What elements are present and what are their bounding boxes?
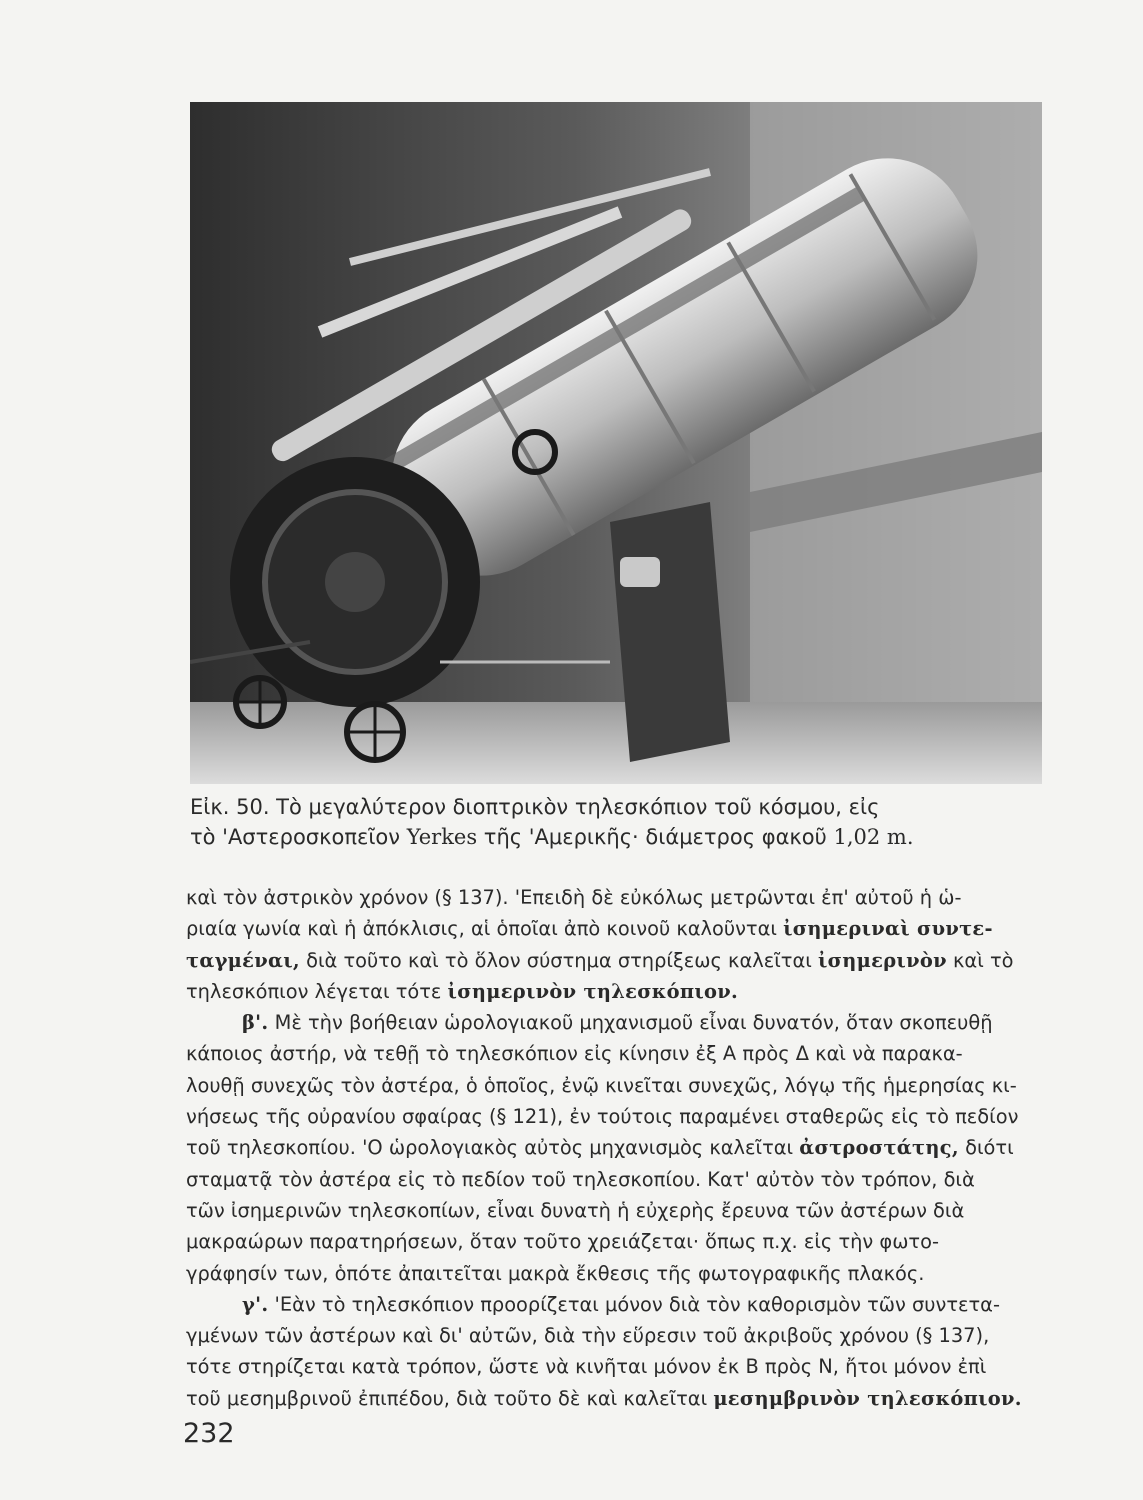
text-line: νήσεως τῆς οὐρανίου σφαίρας (§ 121), ἐν τούτοις παραμένει σταθερῶς εἰς τὸ πεδίον <box>186 1105 1019 1129</box>
text-line: γμένων τῶν ἀστέρων καὶ δι' αὐτῶν, διὰ τὴν εὕρεσιν τοῦ ἀκριβοῦς χρόνου (§ 137), <box>186 1324 990 1348</box>
paragraph-gamma: γ'. 'Εὰν τὸ τηλεσκόπιον προορίζεται μόνον διὰ τὸν καθορισμὸν τῶν συντετα- <box>242 1292 1000 1316</box>
text-line: ταγμέναι, διὰ τοῦτο καὶ τὸ ὅλον σύστημα στηρίξεως καλεῖται ἰσημερινὸν καὶ τὸ <box>186 948 1014 972</box>
paragraph-beta: β'. Μὲ τὴν βοήθειαν ὡρολογιακοῦ μηχανισμοῦ εἶναι δυνατόν, ὅταν σκοπευθῇ <box>242 1011 993 1035</box>
term-equatorial-telescope: ἰσημερινὸν τηλεσκόπιον. <box>447 979 739 1003</box>
text-line: μακραώρων παρατηρήσεων, ὅταν τοῦτο χρειάζεται· ὅπως π.χ. εἰς τὴν φωτο- <box>186 1230 939 1254</box>
text-line: τῶν ἰσημερινῶν τηλεσκοπίων, εἶναι δυνατὴ ἡ εὐχερὴς ἔρευνα τῶν ἀστέρων διὰ <box>186 1198 965 1222</box>
text-line: τοῦ τηλεσκοπίου. 'Ο ὡρολογιακὸς αὐτὸς μηχανισμὸς καλεῖται ἀστροστάτης, διότι <box>186 1136 1014 1160</box>
caption-line-1: Εἰκ. 50. Τὸ μεγαλύτερον διοπτρικὸν τηλεσκόπιον τοῦ κόσμου, εἰς <box>190 795 880 819</box>
text-line: λουθῇ συνεχῶς τὸν ἀστέρα, ὁ ὁποῖος, ἐνῷ κινεῖται συνεχῶς, λόγῳ τῆς ἡμερησίας κι- <box>186 1073 1017 1097</box>
text-line: γράφησίν των, ὁπότε ἀπαιτεῖται μακρὰ ἔκθεσις τῆς φωτογραφικῆς πλακός. <box>186 1261 925 1285</box>
figure-caption <box>190 792 990 852</box>
body-text <box>186 882 1046 1414</box>
lens-diameter: 1,02 m. <box>833 825 914 849</box>
paragraph-marker: β'. <box>242 1011 269 1035</box>
paragraph-marker: γ'. <box>242 1292 269 1316</box>
text-line: τηλεσκόπιον λέγεται τότε ἰσημερινὸν τηλεσκόπιον. <box>186 979 739 1003</box>
term-equatorial: ἰσημερινὸν <box>817 948 947 972</box>
text-line: σταματᾷ τὸν ἀστέρα εἰς τὸ πεδίον τοῦ τηλεσκοπίου. Κατ' αὐτὸν τὸν τρόπον, διὰ <box>186 1167 975 1191</box>
text-line: καὶ τὸν ἀστρικὸν χρόνον (§ 137). 'Επειδὴ δὲ εὐκόλως μετρῶνται ἐπ' αὐτοῦ ἡ ὡ- <box>186 886 962 909</box>
text-line: τότε στηρίζεται κατὰ τρόπον, ὥστε νὰ κινῆται μόνον ἐκ Β πρὸς Ν, ἤτοι μόνον ἐπὶ <box>186 1355 987 1379</box>
observatory-name: Yerkes <box>406 825 478 849</box>
telescope-illustration <box>190 102 1042 784</box>
page-number: 232 <box>183 1418 235 1449</box>
text-line: κάποιος ἀστήρ, νὰ τεθῇ τὸ τηλεσκόπιον εἰς κίνησιν ἐξ Α πρὸς Δ καὶ νὰ παρακα- <box>186 1042 963 1066</box>
text-line: ριαία γωνία καὶ ἡ ἀπόκλισις, αἱ ὁποῖαι ἀπὸ κοινοῦ καλοῦνται ἰσημεριναὶ συντε- <box>186 917 993 941</box>
term-astrostat: ἀστροστάτης, <box>799 1136 959 1160</box>
caption-line-2: τὸ 'Αστεροσκοπεῖον Yerkes τῆς 'Αμερικῆς· διάμετρος φακοῦ 1,02 m. <box>190 825 914 849</box>
term-equatorial-coordinates: ἰσημεριναὶ συντε- <box>783 917 993 941</box>
telescope-photo <box>190 102 1042 784</box>
text-line: τοῦ μεσημβρινοῦ ἐπιπέδου, διὰ τοῦτο δὲ καὶ καλεῖται μεσημβρινὸν τηλεσκόπιον. <box>186 1386 1022 1410</box>
term-meridian-telescope: μεσημβρινὸν τηλεσκόπιον. <box>713 1386 1022 1410</box>
